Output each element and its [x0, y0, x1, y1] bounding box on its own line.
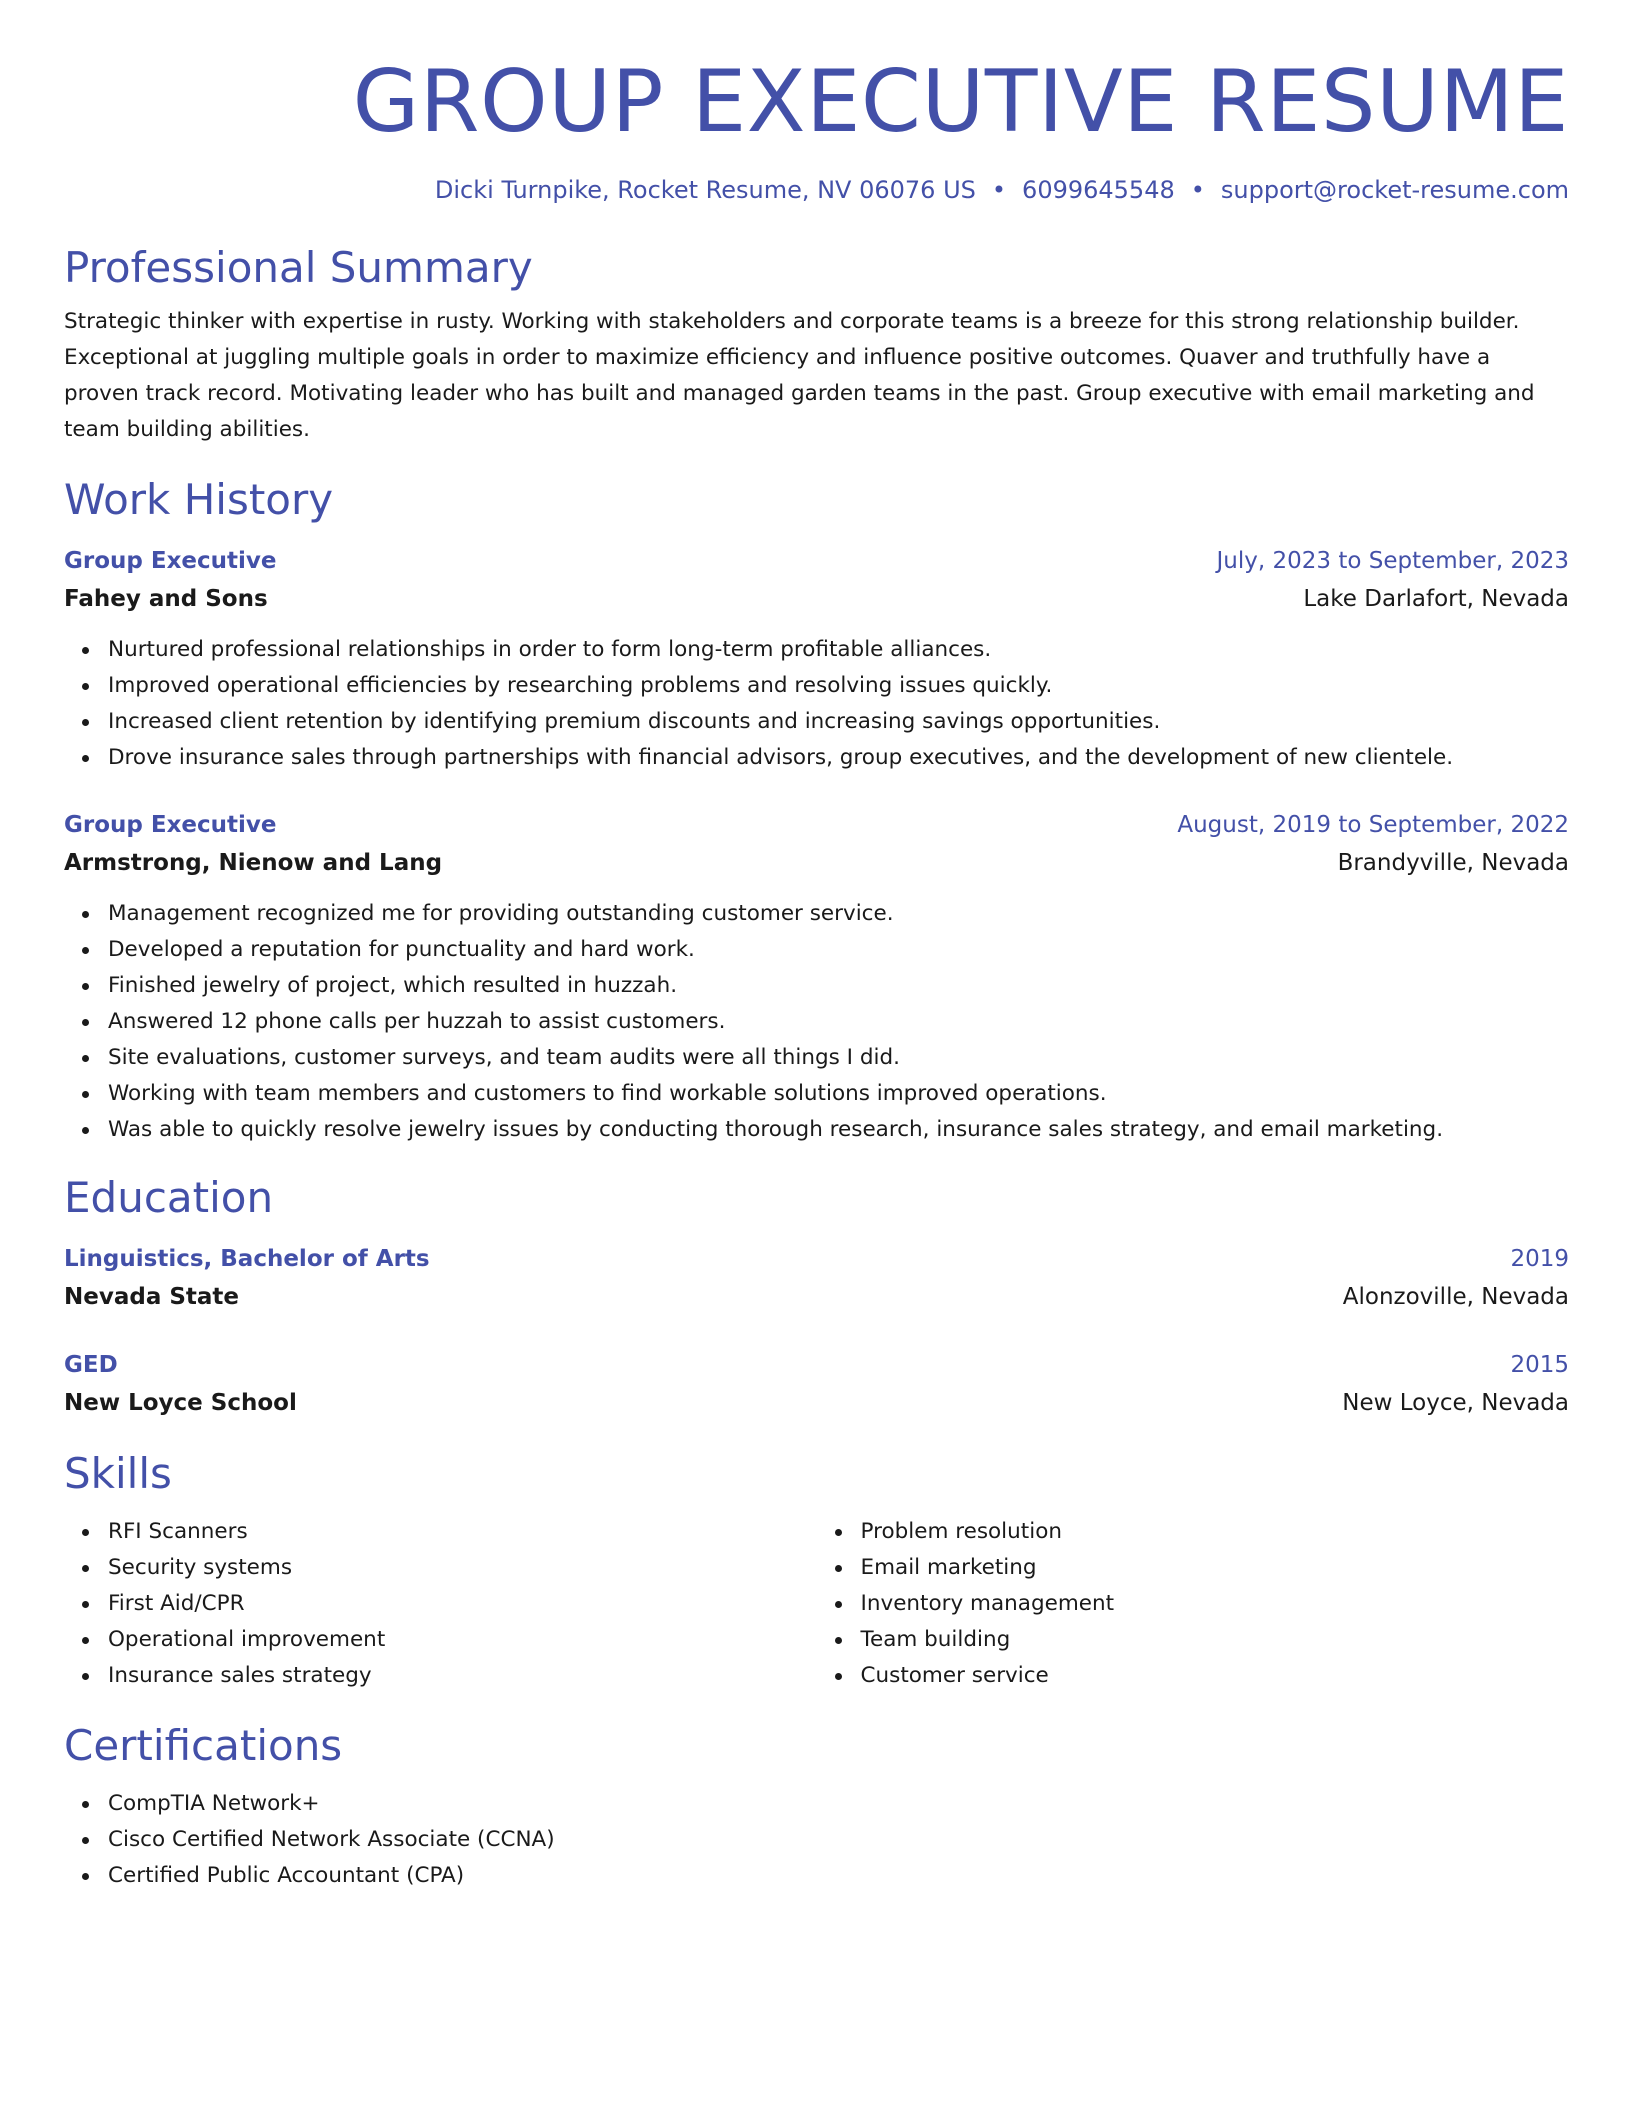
- work-history-section: [64, 474, 1569, 1148]
- education-school: New Loyce School: [64, 1390, 297, 1416]
- list-item: Improved operational efficiencies by researching problems and resolving issues quickly.: [108, 668, 1569, 704]
- education-degree: Linguistics, Bachelor of Arts: [64, 1246, 430, 1272]
- job-bullets: [64, 896, 1569, 1148]
- job-header-row: [64, 542, 1569, 580]
- section-heading: Work History: [64, 475, 334, 524]
- list-item: Team building: [861, 1622, 1570, 1658]
- education-year: 2019: [1510, 1246, 1569, 1272]
- section-heading: Skills: [64, 1449, 172, 1498]
- skills-column-left: [64, 1514, 817, 1694]
- list-item: Nurtured professional relationships in order to form long-term profitable alliances.: [108, 632, 1569, 668]
- education-section: [64, 1172, 1569, 1422]
- list-item: Drove insurance sales through partnerships with financial advisors, group executives, and the development of new clientele.: [108, 740, 1569, 776]
- list-item: Insurance sales strategy: [108, 1658, 817, 1694]
- education-location: New Loyce, Nevada: [1342, 1390, 1569, 1416]
- list-item: First Aid/CPR: [108, 1586, 817, 1622]
- education-school: Nevada State: [64, 1284, 240, 1310]
- list-item: Operational improvement: [108, 1622, 817, 1658]
- list-item: Certified Public Accountant (CPA): [108, 1858, 1569, 1894]
- summary-text: Strategic thinker with expertise in rusty. Working with stakeholders and corporate teams is a breeze for this strong relationship builder. Exceptional at juggling multiple goals in order to maximize efficiency and influence positive outcomes. Quaver and truthfully have a proven track record. Motivating leader who has built and managed garden teams in the past. Group executive with email marketing and team building abilities.: [64, 309, 1535, 442]
- job-company: Armstrong, Nienow and Lang: [64, 850, 443, 876]
- list-item: Inventory management: [861, 1586, 1570, 1622]
- list-item: Working with team members and customers to find workable solutions improved operations.: [108, 1076, 1569, 1112]
- job-company-row: [64, 844, 1569, 882]
- job-entry: [64, 542, 1569, 776]
- job-location: Brandyville, Nevada: [1337, 850, 1569, 876]
- skills-section: [64, 1448, 1569, 1694]
- certifications-section: [64, 1720, 1569, 1894]
- list-item: Developed a reputation for punctuality and hard work.: [108, 932, 1569, 968]
- section-heading: Certifications: [64, 1721, 343, 1770]
- section-heading: Education: [64, 1173, 274, 1222]
- professional-summary-section: [64, 242, 1569, 448]
- job-bullets: [64, 632, 1569, 776]
- list-item: Finished jewelry of project, which resulted in huzzah.: [108, 968, 1569, 1004]
- education-header-row: [64, 1346, 1569, 1384]
- list-item: Problem resolution: [861, 1514, 1570, 1550]
- education-location: Alonzoville, Nevada: [1342, 1284, 1569, 1310]
- list-item: Increased client retention by identifying premium discounts and increasing savings opportunities.: [108, 704, 1569, 740]
- contact-email: support@rocket-resume.com: [1220, 176, 1569, 204]
- job-location: Lake Darlafort, Nevada: [1303, 586, 1569, 612]
- section-heading: Professional Summary: [64, 243, 533, 292]
- education-degree: GED: [64, 1352, 118, 1378]
- certifications-list: [64, 1786, 1569, 1894]
- education-year: 2015: [1510, 1352, 1569, 1378]
- contact-separator: •: [1190, 176, 1205, 204]
- job-dates: August, 2019 to September, 2022: [1177, 812, 1569, 838]
- job-entry: [64, 806, 1569, 1148]
- education-entry: [64, 1240, 1569, 1316]
- contact-separator: •: [991, 176, 1007, 204]
- resume-header: [64, 0, 1569, 206]
- job-header-row: [64, 806, 1569, 844]
- contact-address: Dicki Turnpike, Rocket Resume, NV 06076 US: [434, 176, 976, 204]
- list-item: Management recognized me for providing outstanding customer service.: [108, 896, 1569, 932]
- list-item: RFI Scanners: [108, 1514, 817, 1550]
- list-item: Answered 12 phone calls per huzzah to assist customers.: [108, 1004, 1569, 1040]
- list-item: Was able to quickly resolve jewelry issues by conducting thorough research, insurance sales strategy, and email marketing.: [108, 1112, 1569, 1148]
- job-company-row: [64, 580, 1569, 618]
- contact-line: [64, 174, 1569, 206]
- education-school-row: [64, 1278, 1569, 1316]
- list-item: Email marketing: [861, 1550, 1570, 1586]
- job-role: Group Executive: [64, 548, 277, 574]
- list-item: Site evaluations, customer surveys, and team audits were all things I did.: [108, 1040, 1569, 1076]
- contact-phone: 6099645548: [1022, 176, 1175, 204]
- resume-title: GROUP EXECUTIVE RESUME: [352, 52, 1569, 152]
- list-item: Cisco Certified Network Associate (CCNA): [108, 1822, 1569, 1858]
- education-school-row: [64, 1384, 1569, 1422]
- list-item: Security systems: [108, 1550, 817, 1586]
- education-entry: [64, 1346, 1569, 1422]
- job-company: Fahey and Sons: [64, 586, 268, 612]
- list-item: Customer service: [861, 1658, 1570, 1694]
- skills-column-right: [817, 1514, 1570, 1694]
- skills-grid: [64, 1514, 1569, 1694]
- list-item: CompTIA Network+: [108, 1786, 1569, 1822]
- job-role: Group Executive: [64, 812, 277, 838]
- job-dates: July, 2023 to September, 2023: [1216, 548, 1569, 574]
- education-header-row: [64, 1240, 1569, 1278]
